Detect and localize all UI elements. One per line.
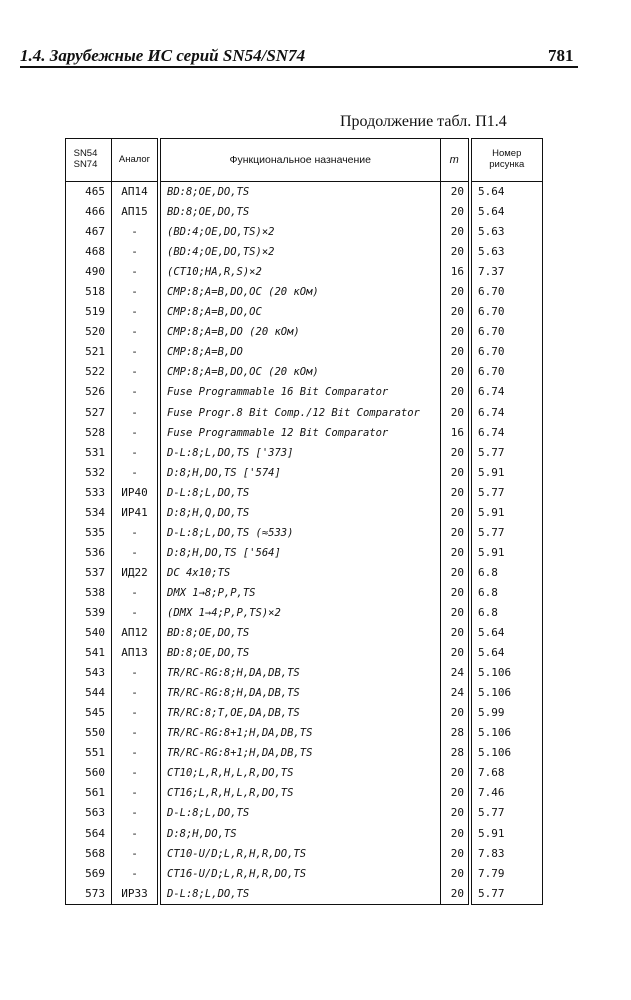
table-body [66,182,543,905]
cell-sn: 543 [66,663,112,683]
cell-sn: 531 [66,443,112,463]
cell-m: 20 [440,342,470,362]
cell-figure: 7.83 [470,844,542,864]
cell-function: TR/RC-RG:8+1;H,DA,DB,TS [159,743,440,763]
cell-figure: 7.68 [470,763,542,783]
cell-function: BD:8;OE,DO,TS [159,623,440,643]
table-row [66,603,543,623]
cell-figure: 5.64 [470,202,542,222]
cell-m: 20 [440,623,470,643]
table-row [66,342,543,362]
cell-sn: 535 [66,523,112,543]
table-row [66,382,543,402]
cell-m: 24 [440,663,470,683]
table-row [66,302,543,322]
table-row [66,403,543,423]
cell-m: 20 [440,643,470,663]
cell-function: D-L:8;L,DO,TS ['373] [159,443,440,463]
cell-sn: 569 [66,864,112,884]
ic-table [65,138,543,905]
col-m-header: m [440,139,470,182]
cell-sn: 527 [66,403,112,423]
cell-function: CT16;L,R,H,L,R,DO,TS [159,783,440,803]
cell-analog: - [112,242,160,262]
cell-analog: - [112,583,160,603]
cell-sn: 522 [66,362,112,382]
cell-figure: 6.74 [470,382,542,402]
cell-function: BD:8;OE,DO,TS [159,202,440,222]
cell-m: 20 [440,864,470,884]
cell-analog: - [112,382,160,402]
cell-function: D:8;H,DO,TS ['574] [159,463,440,483]
table-row [66,443,543,463]
cell-sn: 490 [66,262,112,282]
table-row [66,262,543,282]
col-fig-line2: рисунка [489,159,525,170]
cell-function: D-L:8;L,DO,TS [159,803,440,823]
cell-sn: 538 [66,583,112,603]
cell-function: CT16-U/D;L,R,H,R,DO,TS [159,864,440,884]
cell-figure: 6.8 [470,563,542,583]
cell-m: 20 [440,583,470,603]
cell-sn: 532 [66,463,112,483]
cell-m: 20 [440,503,470,523]
cell-m: 20 [440,783,470,803]
table-row [66,463,543,483]
cell-m: 20 [440,322,470,342]
cell-m: 20 [440,563,470,583]
cell-figure: 7.79 [470,864,542,884]
cell-figure: 5.106 [470,683,542,703]
table-row [66,824,543,844]
cell-sn: 465 [66,182,112,203]
cell-m: 28 [440,723,470,743]
cell-analog: - [112,864,160,884]
cell-m: 20 [440,803,470,823]
cell-analog: - [112,683,160,703]
cell-m: 20 [440,222,470,242]
cell-analog: - [112,342,160,362]
cell-function: CT10;L,R,H,L,R,DO,TS [159,763,440,783]
table-row [66,683,543,703]
cell-m: 24 [440,683,470,703]
cell-m: 20 [440,483,470,503]
table-row [66,884,543,905]
cell-function: CMP:8;A=B,DO,OC [159,302,440,322]
cell-m: 20 [440,242,470,262]
cell-m: 20 [440,382,470,402]
cell-analog: АП14 [112,182,160,203]
cell-analog: - [112,362,160,382]
cell-figure: 5.77 [470,803,542,823]
cell-analog: - [112,282,160,302]
cell-analog: - [112,723,160,743]
cell-figure: 5.63 [470,242,542,262]
cell-function: CMP:8;A=B,DO (20 кОм) [159,322,440,342]
cell-figure: 5.91 [470,463,542,483]
cell-sn: 520 [66,322,112,342]
cell-sn: 534 [66,503,112,523]
cell-sn: 467 [66,222,112,242]
table-row [66,643,543,663]
cell-sn: 545 [66,703,112,723]
cell-sn: 561 [66,783,112,803]
table-row [66,362,543,382]
cell-function: CMP:8;A=B,DO,OC (20 кОм) [159,282,440,302]
cell-m: 20 [440,282,470,302]
table-row [66,503,543,523]
cell-analog: - [112,783,160,803]
col-sn-header [66,139,112,182]
cell-function: D-L:8;L,DO,TS [159,483,440,503]
cell-sn: 539 [66,603,112,623]
cell-figure: 5.99 [470,703,542,723]
cell-analog: - [112,543,160,563]
cell-function: (CT10;HA,R,S)×2 [159,262,440,282]
cell-sn: 526 [66,382,112,402]
cell-m: 20 [440,362,470,382]
cell-sn: 544 [66,683,112,703]
cell-analog: - [112,803,160,823]
cell-m: 16 [440,262,470,282]
cell-function: (BD:4;OE,DO,TS)×2 [159,242,440,262]
cell-figure: 6.8 [470,603,542,623]
table-row [66,803,543,823]
cell-analog: ИР33 [112,884,160,905]
cell-analog: - [112,302,160,322]
cell-m: 20 [440,523,470,543]
table-row [66,282,543,302]
cell-m: 20 [440,824,470,844]
cell-figure: 6.70 [470,362,542,382]
cell-figure: 5.106 [470,663,542,683]
cell-analog: - [112,463,160,483]
cell-figure: 5.64 [470,643,542,663]
cell-figure: 6.70 [470,322,542,342]
cell-m: 20 [440,403,470,423]
cell-function: CMP:8;A=B,DO [159,342,440,362]
cell-figure: 5.91 [470,543,542,563]
cell-figure: 5.91 [470,824,542,844]
cell-m: 28 [440,743,470,763]
cell-m: 20 [440,844,470,864]
header-rule [20,66,578,68]
col-function-header: Функциональное назначение [159,139,440,182]
table-row [66,483,543,503]
cell-analog: - [112,844,160,864]
cell-function: (BD:4;OE,DO,TS)×2 [159,222,440,242]
cell-analog: - [112,322,160,342]
table-row [66,763,543,783]
cell-function: TR/RC-RG:8;H,DA,DB,TS [159,683,440,703]
cell-m: 20 [440,603,470,623]
cell-m: 20 [440,302,470,322]
table-caption: Продолжение табл. П1.4 [340,113,507,130]
cell-figure: 5.77 [470,884,542,905]
cell-figure: 6.70 [470,342,542,362]
cell-function: D:8;H,DO,TS ['564] [159,543,440,563]
cell-analog: ИР40 [112,483,160,503]
cell-sn: 560 [66,763,112,783]
cell-sn: 564 [66,824,112,844]
cell-sn: 519 [66,302,112,322]
cell-function: D-L:8;L,DO,TS (≈533) [159,523,440,543]
cell-analog: - [112,763,160,783]
cell-figure: 5.64 [470,623,542,643]
cell-function: TR/RC:8;T,OE,DA,DB,TS [159,703,440,723]
table-row [66,222,543,242]
col-sn-line2: SN74 [73,159,98,170]
cell-m: 20 [440,463,470,483]
table-row [66,523,543,543]
cell-m: 20 [440,703,470,723]
cell-sn: 537 [66,563,112,583]
cell-sn: 536 [66,543,112,563]
cell-figure: 5.77 [470,483,542,503]
cell-m: 20 [440,884,470,905]
cell-figure: 6.8 [470,583,542,603]
page-number: 781 [548,46,574,65]
table-row [66,844,543,864]
col-figure-header [470,139,542,182]
table-row [66,543,543,563]
col-sn-line1: SN54 [73,148,98,160]
cell-m: 20 [440,182,470,203]
cell-m: 20 [440,202,470,222]
running-header-title: 1.4. Зарубежные ИС серий SN54/SN74 [20,46,306,65]
cell-m: 16 [440,423,470,443]
table-row [66,182,543,203]
cell-analog: - [112,523,160,543]
table-row [66,563,543,583]
cell-function: CMP:8;A=B,DO,OC (20 кОм) [159,362,440,382]
table-row [66,723,543,743]
cell-analog: - [112,703,160,723]
cell-figure: 5.106 [470,723,542,743]
table-row [66,703,543,723]
table-row [66,242,543,262]
cell-analog: ИР41 [112,503,160,523]
cell-analog: АП13 [112,643,160,663]
cell-function: BD:8;OE,DO,TS [159,182,440,203]
cell-function: D:8;H,Q,DO,TS [159,503,440,523]
cell-figure: 6.74 [470,423,542,443]
cell-m: 20 [440,543,470,563]
cell-sn: 521 [66,342,112,362]
cell-analog: - [112,423,160,443]
cell-function: (DMX 1→4;P,P,TS)×2 [159,603,440,623]
cell-function: CT10-U/D;L,R,H,R,DO,TS [159,844,440,864]
col-analog-header: Аналог [112,139,160,182]
cell-sn: 550 [66,723,112,743]
cell-function: DC 4x10;TS [159,563,440,583]
cell-sn: 568 [66,844,112,864]
cell-function: Fuse Programmable 12 Bit Comparator [159,423,440,443]
cell-function: BD:8;OE,DO,TS [159,643,440,663]
cell-sn: 541 [66,643,112,663]
cell-figure: 5.77 [470,523,542,543]
table-row [66,322,543,342]
cell-function: Fuse Progr.8 Bit Comp./12 Bit Comparator [159,403,440,423]
cell-figure: 7.46 [470,783,542,803]
cell-sn: 573 [66,884,112,905]
cell-analog: - [112,663,160,683]
cell-figure: 6.74 [470,403,542,423]
cell-figure: 5.63 [470,222,542,242]
cell-sn: 528 [66,423,112,443]
cell-analog: ИД22 [112,563,160,583]
cell-analog: - [112,824,160,844]
cell-m: 20 [440,763,470,783]
cell-function: DMX 1→8;P,P,TS [159,583,440,603]
table-row [66,864,543,884]
cell-figure: 5.106 [470,743,542,763]
cell-figure: 5.77 [470,443,542,463]
cell-sn: 468 [66,242,112,262]
table-row [66,423,543,443]
table-row [66,663,543,683]
table-row [66,202,543,222]
table-row [66,583,543,603]
cell-function: D-L:8;L,DO,TS [159,884,440,905]
cell-sn: 551 [66,743,112,763]
table-row [66,743,543,763]
cell-function: D:8;H,DO,TS [159,824,440,844]
cell-function: Fuse Programmable 16 Bit Comparator [159,382,440,402]
cell-sn: 563 [66,803,112,823]
cell-figure: 5.91 [470,503,542,523]
cell-sn: 466 [66,202,112,222]
cell-figure: 6.70 [470,302,542,322]
cell-sn: 518 [66,282,112,302]
cell-analog: АП15 [112,202,160,222]
cell-analog: - [112,603,160,623]
cell-figure: 5.64 [470,182,542,203]
cell-function: TR/RC-RG:8+1;H,DA,DB,TS [159,723,440,743]
cell-function: TR/RC-RG:8;H,DA,DB,TS [159,663,440,683]
cell-analog: - [112,262,160,282]
cell-analog: АП12 [112,623,160,643]
table-row [66,783,543,803]
cell-analog: - [112,443,160,463]
cell-figure: 7.37 [470,262,542,282]
table-row [66,623,543,643]
table-header-row [66,139,543,182]
cell-figure: 6.70 [470,282,542,302]
cell-sn: 540 [66,623,112,643]
cell-analog: - [112,743,160,763]
cell-analog: - [112,222,160,242]
cell-sn: 533 [66,483,112,503]
cell-analog: - [112,403,160,423]
cell-m: 20 [440,443,470,463]
col-fig-line1: Номер [492,148,522,160]
